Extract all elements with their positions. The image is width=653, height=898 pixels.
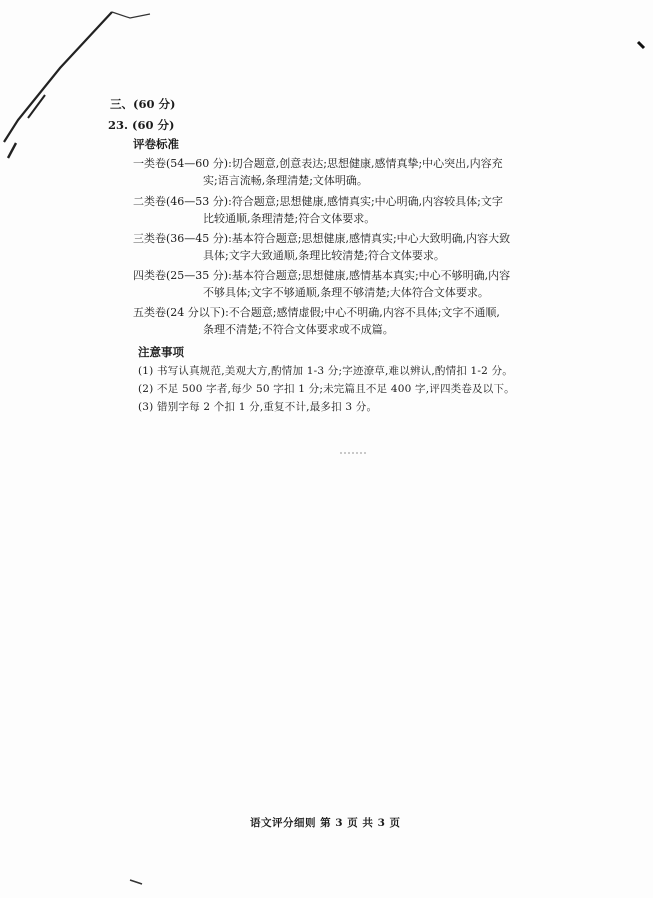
page-footer: 语文评分细则 第 3 页 共 3 页 xyxy=(250,817,401,829)
criteria-heading: 评卷标准 xyxy=(133,137,179,151)
grade-3-line-1: 三类卷(36—45 分):基本符合题意;思想健康,感情真实;中心大致明确,内容大致 xyxy=(133,232,511,245)
grade-1-line-1: 一类卷(54—60 分):切合题意,创意表达;思想健康,感情真挚;中心突出,内容充 xyxy=(133,157,503,170)
grade-1-line-2: 实;语言流畅,条理清楚;文体明确。 xyxy=(203,174,368,187)
grade-5-line-2: 条理不清楚;不符合文体要求或不成篇。 xyxy=(203,323,394,336)
grade-4-line-2: 不够具体;文字不够通顺,条理不够清楚;大体符合文体要求。 xyxy=(203,286,489,299)
notes-heading: 注意事项 xyxy=(138,345,184,359)
grade-5-line-1: 五类卷(24 分以下):不合题意;感情虚假;中心不明确,内容不具体;文字不通顺, xyxy=(133,306,500,319)
grade-4-line-1: 四类卷(25—35 分):基本符合题意;思想健康,感情基本真实;中心不够明确,内容 xyxy=(133,269,511,282)
grade-2-line-2: 比较通顺,条理清楚;符合文体要求。 xyxy=(203,212,376,225)
note-item-1: (1) 书写认真规范,美观大方,酌情加 1-3 分;字迹潦草,难以辨认,酌情扣 1-2 分。 xyxy=(138,365,513,377)
note-item-2: (2) 不足 500 字者,每少 50 字扣 1 分;未完篇且不足 400 字,评四类卷及以下。 xyxy=(138,383,515,395)
section-title: 三、(60 分) xyxy=(110,97,176,111)
grade-2-line-1: 二类卷(46—53 分):符合题意;思想健康,感情真实;中心明确,内容较具体;文字 xyxy=(133,195,503,208)
question-title: 23. (60 分) xyxy=(108,118,175,132)
note-item-3: (3) 错别字每 2 个扣 1 分,重复不计,最多扣 3 分。 xyxy=(138,401,378,413)
grade-3-line-2: 具体;文字大致通顺,条理比较清楚;符合文体要求。 xyxy=(203,249,445,262)
scan-speck xyxy=(340,452,368,454)
